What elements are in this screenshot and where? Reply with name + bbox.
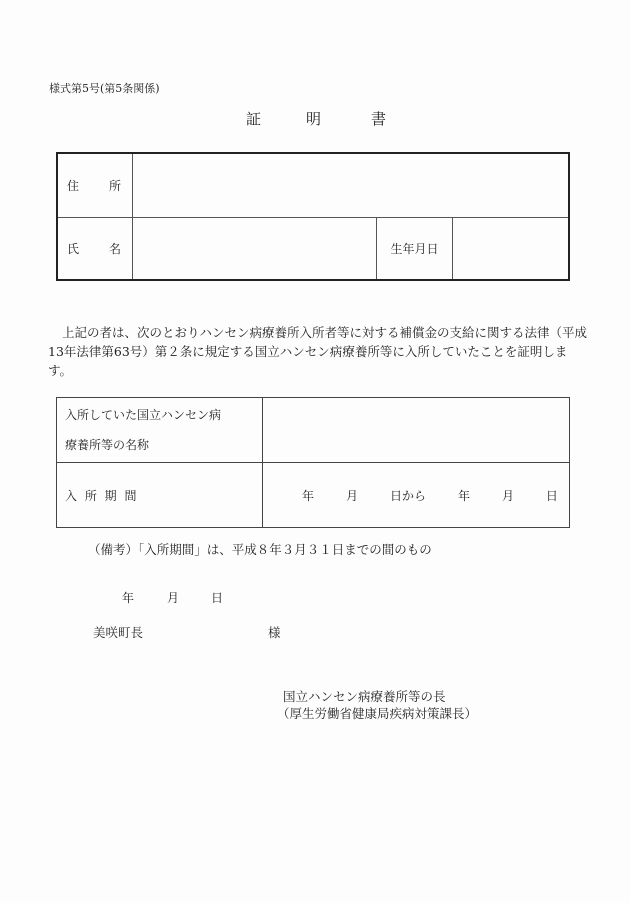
facility-name-label: 入所していた国立ハンセン病 療養所等の名称	[57, 398, 263, 463]
applicant-table	[56, 152, 570, 281]
name-field[interactable]	[133, 217, 377, 280]
issue-date-year: 年	[122, 591, 135, 605]
issuer-department: （厚生労働省健康局疾病対策課長）	[277, 706, 478, 721]
issuer-title: 国立ハンセン病療養所等の長	[283, 689, 446, 704]
birthdate-field[interactable]	[453, 217, 570, 280]
address-label: 住 所	[57, 153, 133, 217]
issue-date-month: 月	[167, 591, 180, 605]
addressee-honorific: 様	[268, 625, 281, 640]
certification-text: 上記の者は、次のとおりハンセン病療養所入所者等に対する補償金の支給に関する法律（平成13年法律第63号）第２条に規定する国立ハンセン病療養所等に入所していたことを証明します。	[48, 325, 588, 378]
facility-name-field[interactable]	[263, 398, 570, 463]
form-number: 様式第5号(第5条関係)	[49, 82, 160, 95]
remark-note: （備考）「入所期間」は、平成８年３月３１日までの間のもの	[88, 542, 432, 557]
name-label: 氏 名	[57, 217, 133, 280]
admission-period-label: 入 所 期 間	[57, 463, 263, 528]
birthdate-label: 生年月日	[377, 217, 453, 280]
title-char: 証	[246, 110, 262, 128]
address-field[interactable]	[133, 153, 570, 217]
title-char: 明	[306, 110, 322, 128]
title-char: 書	[371, 110, 387, 128]
facility-table	[56, 397, 570, 528]
admission-period-field[interactable]: 年 月 日から 年 月 日	[263, 463, 570, 528]
issue-date-day: 日	[211, 591, 224, 605]
addressee-name: 美咲町長	[93, 625, 144, 640]
